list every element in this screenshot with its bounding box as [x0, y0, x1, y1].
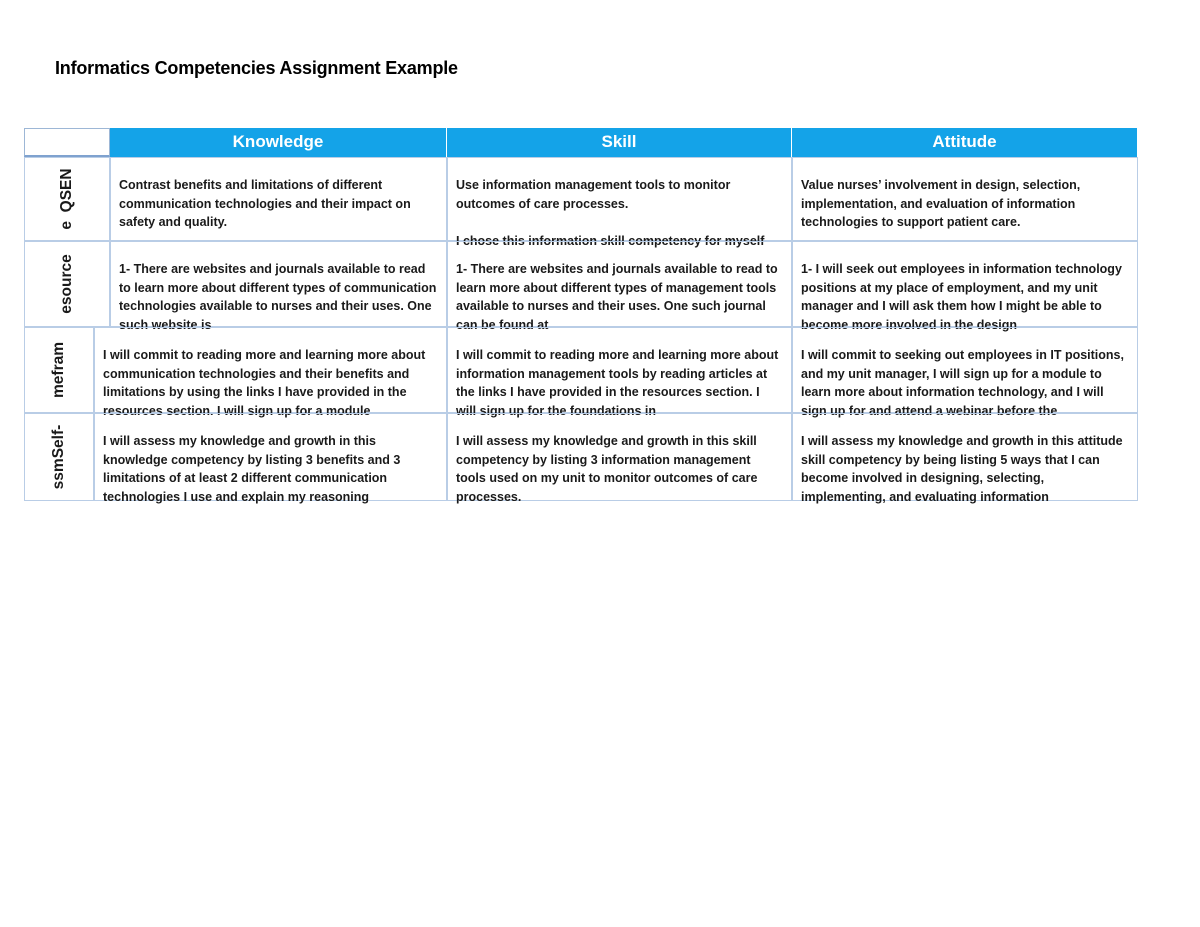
cell-text: I will commit to reading more and learning more about information management tools by reading articles at the links I have provided in the resources section. I will sign up for the foundations in: [456, 348, 779, 419]
cell-text: I will assess my knowledge and growth in this skill competency by listing 3 information management tools used on my unit to monitor outcomes of care processes.: [456, 434, 758, 505]
table-cell: [110, 241, 447, 333]
row-label-resource: [24, 241, 110, 327]
cell-text: Use information management tools to monitor outcomes of care processes. I chose this information skill competency for myself: [456, 178, 765, 249]
table-cell: [792, 413, 1138, 505]
column-header-attitude: Attitude: [792, 128, 1138, 157]
cell-text: Value nurses’ involvement in design, selection, implementation, and evaluation of information technologies to support patient care.: [801, 178, 1081, 230]
cell-text: I will assess my knowledge and growth in this attitude skill competency by being listing 5 ways that I can become involved in designing, selecting, implementing, and evaluating information: [801, 434, 1123, 505]
cell-text: I will assess my knowledge and growth in this knowledge competency by listing 3 benefits and 3 limitations of at least 2 different communication technologies I use and explain my reasoning: [103, 434, 401, 505]
table-cell: [792, 157, 1138, 241]
table-corner-cell: [24, 128, 110, 157]
row-label-text: mefram: [50, 342, 67, 398]
cell-text: I will commit to seeking out employees in IT positions, and my unit manager, I will sign up for a module to learn more about information technology, and I will sign up for and attend a webinar before the: [801, 348, 1124, 419]
page-title: Informatics Competencies Assignment Example: [55, 58, 458, 78]
table-cell: [94, 413, 447, 505]
row-label-timeframe: [24, 327, 94, 413]
table-cell: [792, 327, 1138, 419]
competency-table: [24, 128, 1138, 505]
cell-text: 1- There are websites and journals available to read to learn more about different types of management tools available to nurses and their uses. One such journal can be found at: [456, 262, 778, 333]
row-label-self-assessment: [24, 413, 94, 501]
cell-text: I will commit to reading more and learning more about communication technologies and their benefits and limitations by using the links I have provided in the resources section. I will sign up for a module: [103, 348, 426, 419]
column-header-skill: Skill: [447, 128, 792, 157]
table-cell: [94, 327, 447, 419]
row-label-text: esource: [58, 254, 75, 314]
row-label-qsen: [24, 157, 110, 241]
table-cell: [447, 327, 792, 419]
table-cell: [110, 157, 447, 241]
cell-text: Contrast benefits and limitations of different communication technologies and their impact on safety and quality.: [119, 178, 411, 230]
table-cell: [447, 241, 792, 333]
column-header-knowledge: Knowledge: [110, 128, 447, 157]
cell-text: 1- I will seek out employees in information technology positions at my place of employment, and my unit manager and I will ask them how I might be able to become more involved in the design: [801, 262, 1122, 333]
row-label-text: e QSEN: [58, 168, 75, 230]
table-cell: [792, 241, 1138, 333]
table-cell: [447, 157, 792, 249]
table-cell: [447, 413, 792, 505]
cell-text: 1- There are websites and journals available to read to learn more about different types of communication technologies available to nurses and their uses. One such website is: [119, 262, 437, 333]
row-label-text: ssmSelf-: [50, 424, 67, 490]
